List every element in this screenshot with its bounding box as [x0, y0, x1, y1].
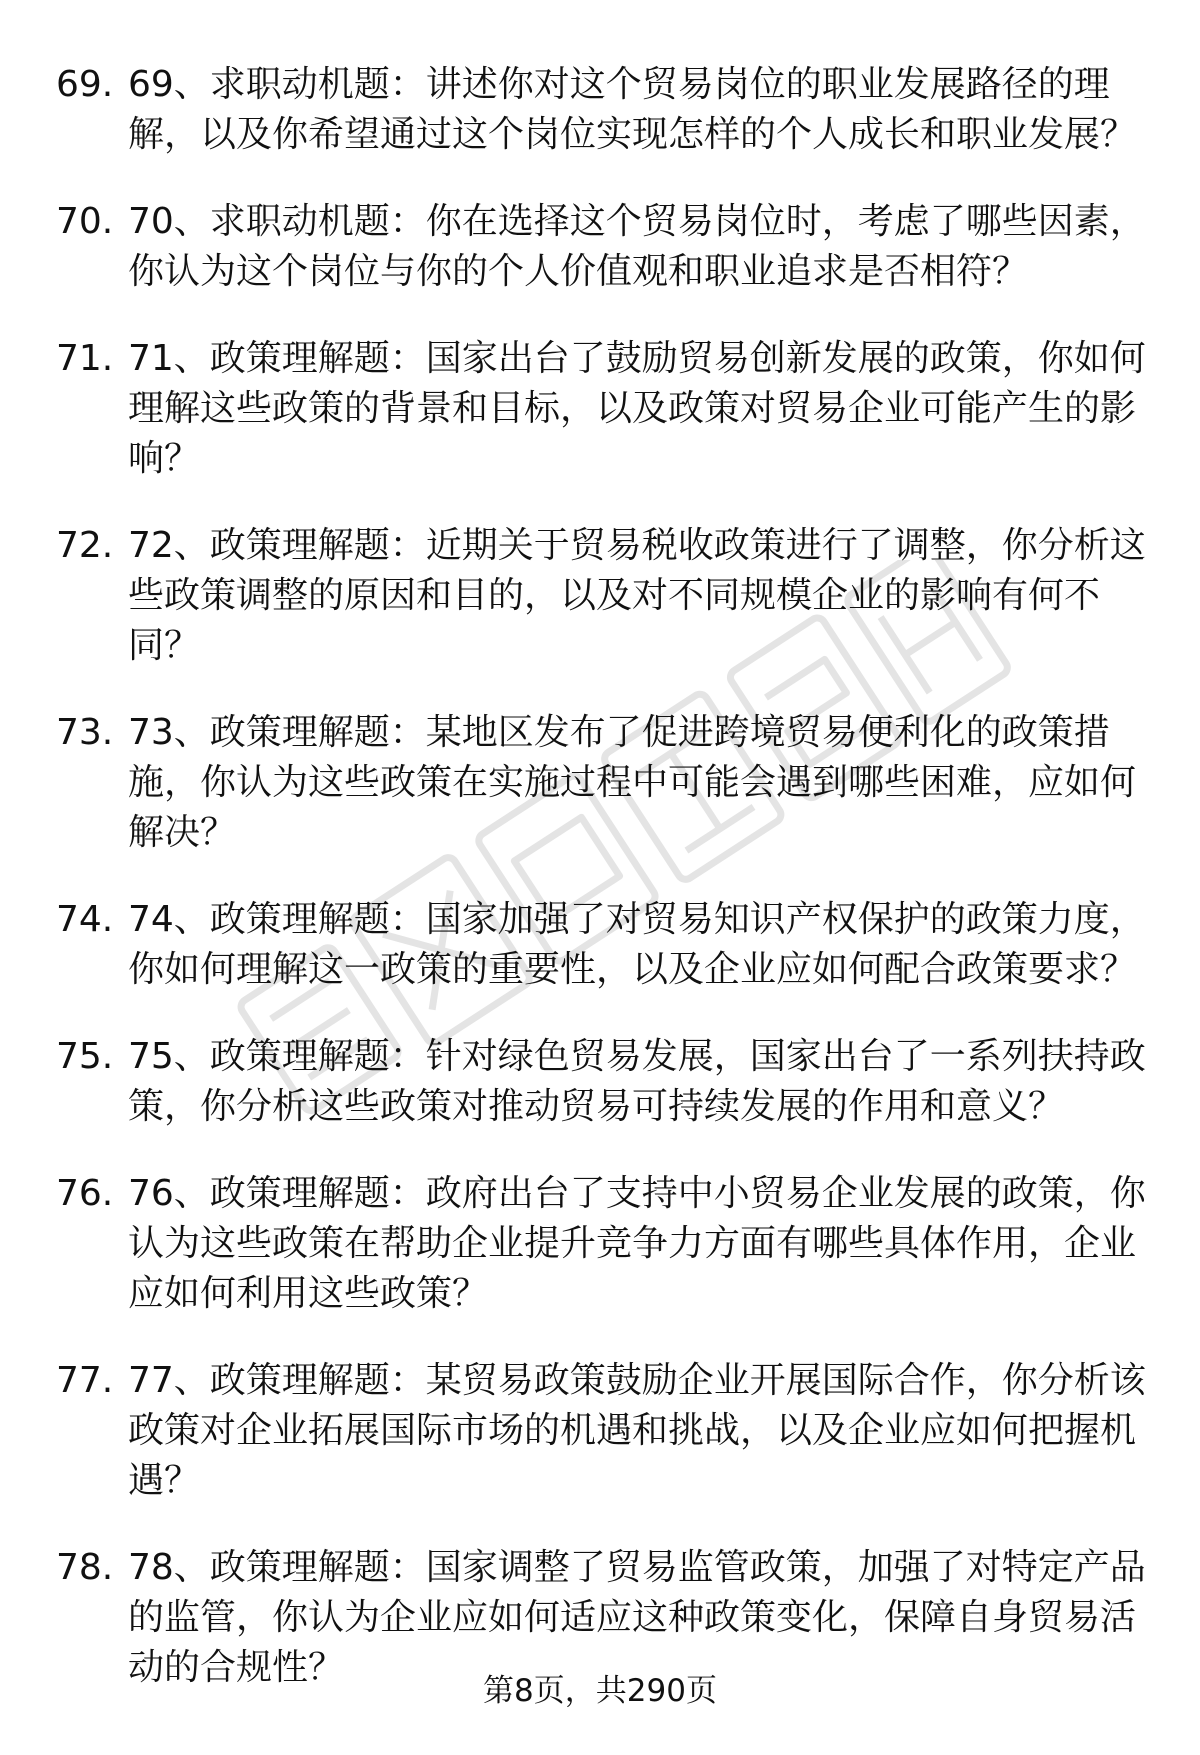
list-item — [0, 895, 1200, 995]
question-text: 72、政策理解题：近期关于贸易税收政策进行了调整，你分析这些政策调整的原因和目的，以及对不同规模企业的影响有何不同？ — [128, 525, 1146, 666]
list-item — [0, 521, 1200, 671]
question-text: 77、政策理解题：某贸易政策鼓励企业开展国际合作，你分析该政策对企业拓展国际市场的机遇和挑战，以及企业应如何把握机遇？ — [128, 1360, 1146, 1501]
question-number: 72. — [56, 525, 114, 566]
question-text: 78、政策理解题：国家调整了贸易监管政策，加强了对特定产品的监管，你认为企业应如何适应这种政策变化，保障自身贸易活动的合规性？ — [128, 1547, 1146, 1688]
question-text: 76、政策理解题：政府出台了支持中小贸易企业发展的政策，你认为这些政策在帮助企业提升竞争力方面有哪些具体作用，企业应如何利用这些政策？ — [128, 1173, 1146, 1314]
question-number: 75. — [56, 1036, 114, 1077]
question-number: 78. — [56, 1547, 114, 1588]
question-number: 74. — [56, 899, 114, 940]
question-number: 71. — [56, 338, 114, 379]
question-text: 73、政策理解题：某地区发布了促进跨境贸易便利化的政策措施，你认为这些政策在实施过程中可能会遇到哪些困难，应如何解决？ — [128, 712, 1137, 853]
question-number: 69. — [56, 64, 114, 105]
question-text: 69、求职动机题：讲述你对这个贸易岗位的职业发展路径的理解，以及你希望通过这个岗位实现怎样的个人成长和职业发展？ — [128, 64, 1137, 155]
list-item — [0, 1169, 1200, 1319]
question-list — [0, 60, 1200, 1730]
question-number: 77. — [56, 1360, 114, 1401]
list-item — [0, 60, 1200, 160]
list-item — [0, 708, 1200, 858]
list-item — [0, 1032, 1200, 1132]
question-text: 75、政策理解题：针对绿色贸易发展，国家出台了一系列扶持政策，你分析这些政策对推动贸易可持续发展的作用和意义？ — [128, 1036, 1146, 1127]
list-item — [0, 334, 1200, 484]
question-text: 71、政策理解题：国家出台了鼓励贸易创新发展的政策，你如何理解这些政策的背景和目标，以及政策对贸易企业可能产生的影响？ — [128, 338, 1146, 479]
question-number: 76. — [56, 1173, 114, 1214]
question-text: 74、政策理解题：国家加强了对贸易知识产权保护的政策力度，你如何理解这一政策的重要性，以及企业应如何配合政策要求？ — [128, 899, 1146, 990]
question-number: 70. — [56, 201, 114, 242]
page-footer: 第8页，共290页 — [483, 1673, 717, 1709]
list-item — [0, 197, 1200, 297]
question-number: 73. — [56, 712, 114, 753]
list-item — [0, 1356, 1200, 1506]
question-text: 70、求职动机题：你在选择这个贸易岗位时，考虑了哪些因素，你认为这个岗位与你的个人价值观和职业追求是否相符？ — [128, 201, 1146, 292]
